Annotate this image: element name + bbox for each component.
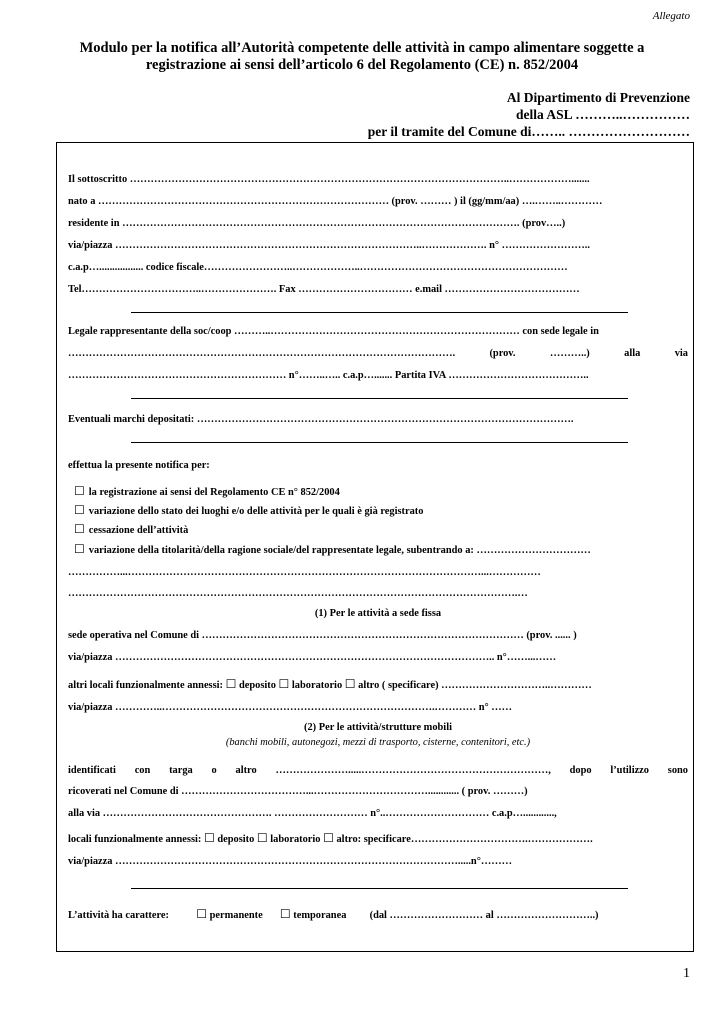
separator-1 [131,312,628,313]
checkbox-icon[interactable]: ☐ [74,522,85,536]
checkbox-icon[interactable]: ☐ [279,907,291,921]
locali-altro-label[interactable]: altro: specificare…………………………….………………. [336,834,593,845]
altri-laboratorio-label: laboratorio [291,680,343,691]
addressee-line-2: della ASL ………..…………… [515,107,690,122]
residente-field[interactable]: residente in ……………………………………………………………………………………………………. (prov…..) [68,218,566,229]
page-title [40,40,684,74]
partita-iva-field[interactable]: ……………………………………………………… n°……..….. c.a.p…....... Partita IVA ………………………………….. [68,370,589,381]
locali-annessi-label: locali funzionalmente annessi: [68,834,202,845]
effettua-label: effettua la presente notifica per: [68,460,210,471]
checkbox-icon[interactable]: ☐ [74,542,85,556]
option-registrazione[interactable] [74,484,694,499]
option-variazione-titolarita[interactable] [74,542,694,557]
altri-altro-label[interactable]: altro ( specificare) …………………………..………… [358,680,592,691]
altri-deposito-label: deposito [238,680,276,691]
separator-4 [131,888,628,889]
separator-3 [131,442,628,443]
addressee-line-3: per il tramite del Comune di…….. ……………………… [367,124,690,139]
title-line-1: Modulo per la notifica all’Autorità competente delle attività in campo alimentare soggette a [79,40,645,56]
checkbox-icon[interactable]: ☐ [323,831,334,845]
option-cessazione[interactable] [74,522,694,537]
ricoverati-field[interactable]: ricoverati nel Comune di ………………………………...……………………………............ ( prov. ………) [68,786,528,797]
altri-locali-row [68,677,688,692]
altri-locali-label: altri locali funzionalmente annessi: [68,680,223,691]
checkbox-icon[interactable]: ☐ [225,677,237,691]
carattere-row [68,907,688,922]
sede-legale-field[interactable]: …………………………………………………………………………………………………. (prov. ………..) alla via [68,348,688,359]
permanente-label: permanente [209,910,263,921]
option-cessazione-label: cessazione dell’attività [88,525,189,536]
carattere-label: L’attività ha carattere: [68,910,169,921]
section-sede-fissa-heading: (1) Per le attività a sede fissa [314,608,442,619]
subentro-dots-2[interactable]: ………………………………………………………………………………………………………………….… [68,588,528,599]
via-field-4[interactable]: via/piazza ……………………………………………………………………………………….....n°……… [68,856,513,867]
targa-field[interactable]: identificati con targa o altro ………………….....………………………………………………, dopo l’utilizzo sono [68,765,688,776]
locali-laboratorio-label: laboratorio [270,834,321,845]
sottoscritto-field[interactable]: Il sottoscritto ………………………………………………………………………………………………..………………....... [68,174,590,185]
marchi-field[interactable]: Eventuali marchi depositati: ………………………………………………………………………………………………. [68,414,574,425]
checkbox-icon[interactable]: ☐ [278,677,290,691]
checkbox-icon[interactable]: ☐ [196,907,207,921]
locali-annessi-row [68,831,688,846]
checkbox-icon[interactable]: ☐ [344,677,356,691]
separator-2 [131,398,628,399]
page-number: 1 [683,966,690,981]
legale-rappresentante-field[interactable]: Legale rappresentante della soc/coop ………..……………………………………………………………… con sede legale in [68,326,599,337]
alla-via-field[interactable]: alla via …………………………………………. ……………………… n°..………………………… c.a.p…............, [68,808,557,819]
checkbox-icon[interactable]: ☐ [203,831,215,845]
checkbox-icon[interactable]: ☐ [256,831,268,845]
via-field-3[interactable]: via/piazza …………..…………………………………………………………………….………… n° …… [68,702,513,713]
option-variazione-luoghi[interactable] [74,503,694,518]
section-mobili-subheading: (banchi mobili, autonegozi, mezzi di trasporto, cisterne, contenitori, etc.) [225,737,531,748]
checkbox-icon[interactable]: ☐ [74,484,85,498]
subentro-dots-1[interactable]: ……………...…………………………………………………………………………………………...…………… [68,567,541,578]
periodo-field[interactable]: (dal ……………………… al ………………………..) [369,910,599,921]
allegato-label: Allegato [652,10,690,22]
via-field-2[interactable]: via/piazza ……………………………………………………………………………………………….. n°……...…… [68,652,557,663]
locali-deposito-label: deposito [217,834,255,845]
addressee-line-1: Al Dipartimento di Prevenzione [506,90,690,105]
option-registrazione-label: la registrazione ai sensi del Regolamento CE n° 852/2004 [88,487,340,498]
nato-field[interactable]: nato a ………………………………………………………………………… (prov. ……… ) il (gg/mm/aa) ….……..………… [68,196,603,207]
sede-operativa-field[interactable]: sede operativa nel Comune di ………………………………………………………………………………… (prov. ...... ) [68,630,577,641]
option-variazione-titolarita-label: variazione della titolarità/della ragione sociale/del rappresentate legale, subentrando a: …………………………… [88,545,591,556]
via-field-1[interactable]: via/piazza ……………………………………………………………………………..………………. n° …………………….. [68,240,590,251]
cap-codice-fiscale-field[interactable]: c.a.p…................. codice fiscale……………………..………………..…………………………………………………… [68,262,568,273]
section-mobili-heading: (2) Per le attività/strutture mobili [304,722,452,733]
option-variazione-luoghi-label: variazione dello stato dei luoghi e/o delle attività per le quali è già registrato [88,506,424,517]
tel-fax-email-field[interactable]: Tel……………………………..…………………. Fax …………………………… e.mail ………………………………… [68,284,580,295]
temporanea-label: temporanea [293,910,347,921]
title-line-2: registrazione ai sensi dell’articolo 6 del Regolamento (CE) n. 852/2004 [145,57,579,73]
checkbox-icon[interactable]: ☐ [74,503,85,517]
